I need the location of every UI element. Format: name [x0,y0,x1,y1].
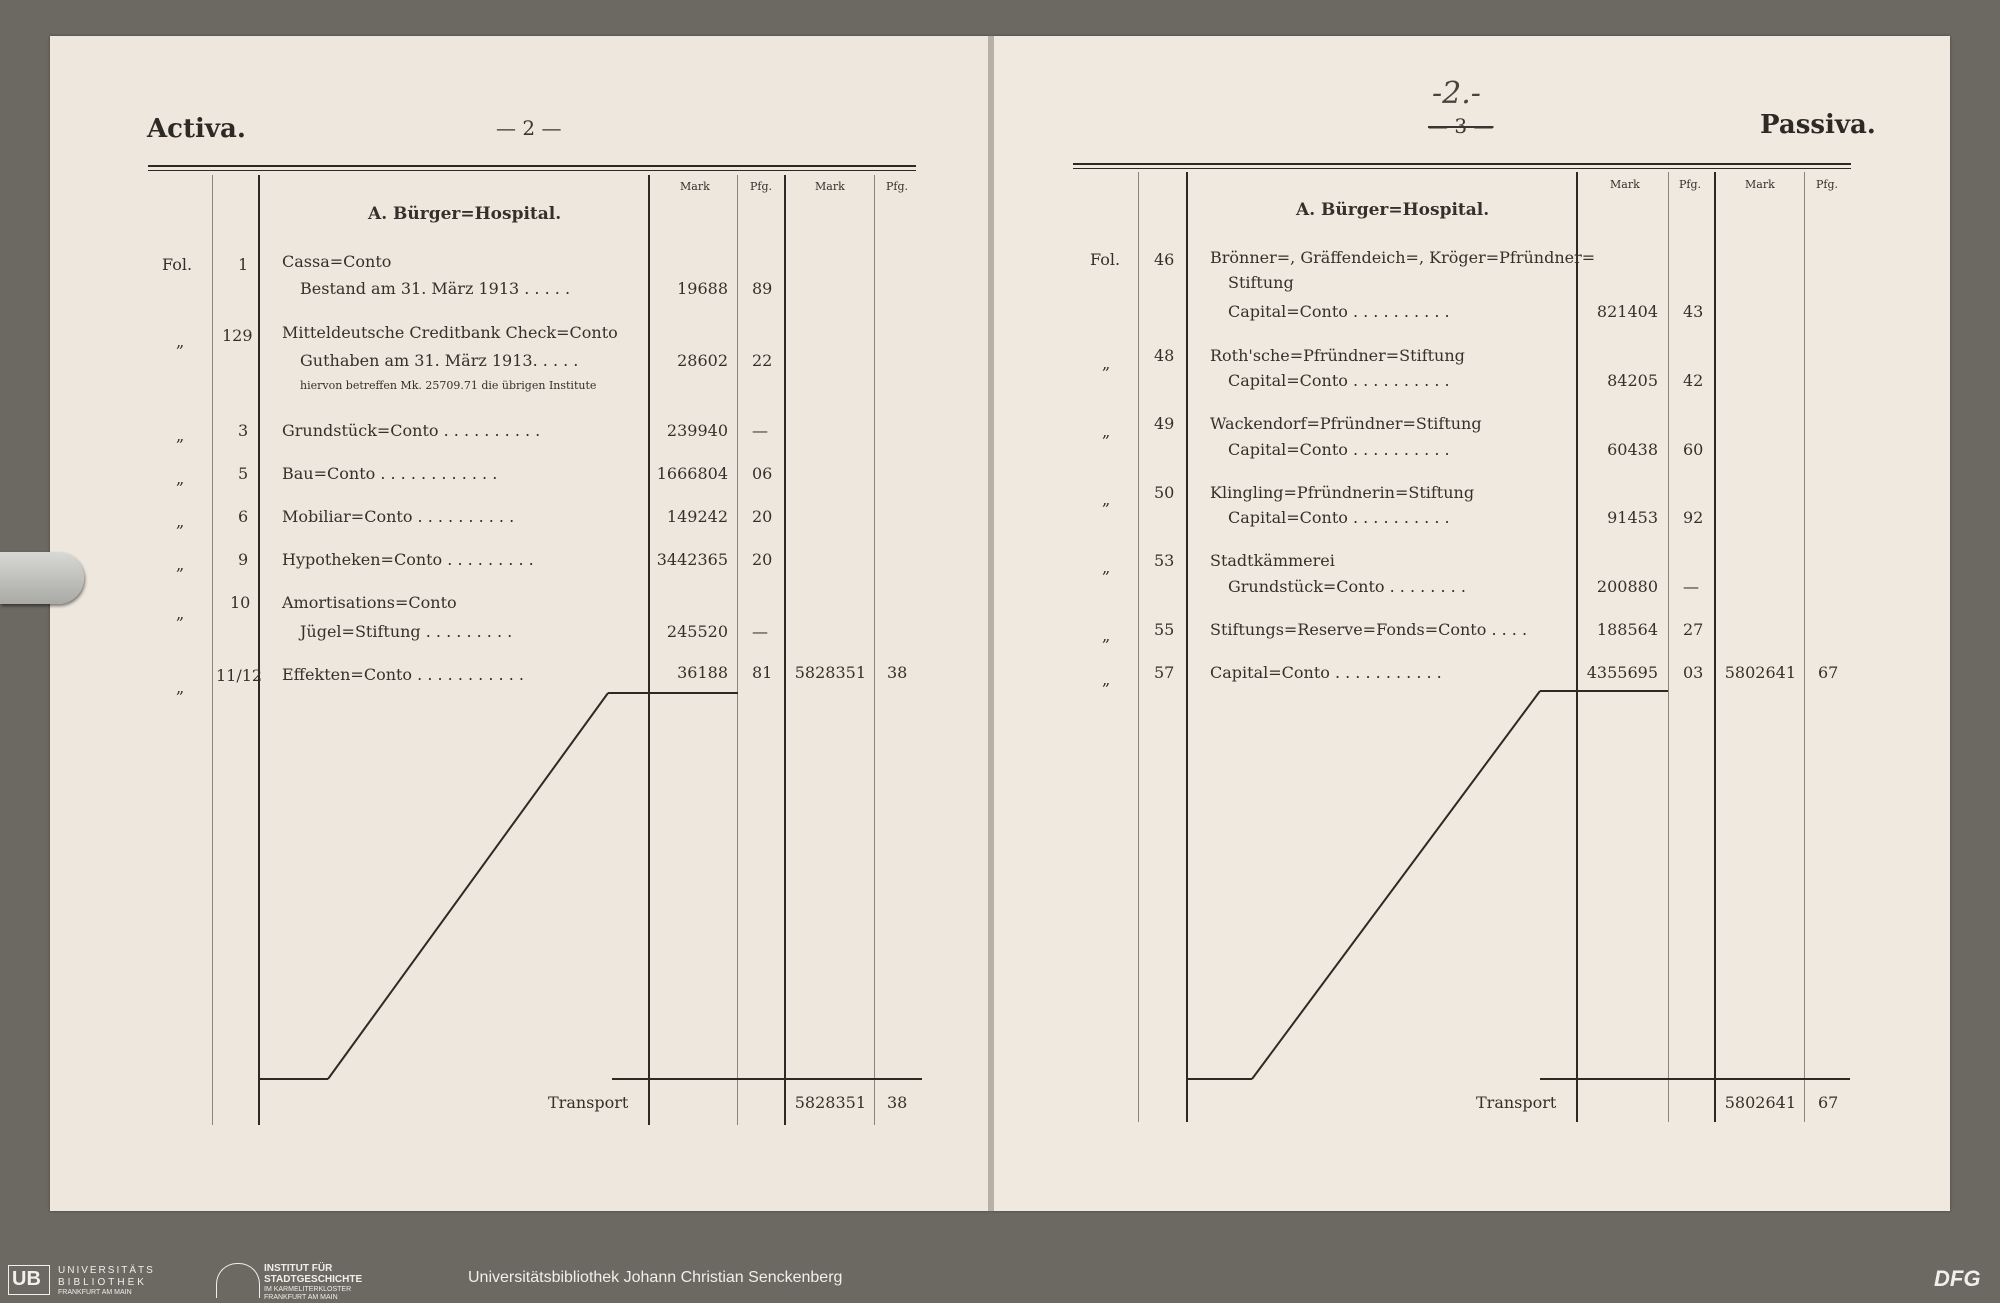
amount-pfg: 81 [752,663,773,682]
left-closing-diagonal [328,693,608,1079]
right-closing-diagonal [1252,691,1540,1079]
account-number: 53 [1154,551,1175,570]
amount-pfg: — [752,421,768,440]
account-name: Mitteldeutsche Creditbank Check=Conto [282,323,618,342]
account-detail: Jügel=Stiftung . . . . . . . . . [300,622,513,641]
amount-mark: 19688 [677,279,728,298]
col-header-pfg: Pfg. [750,180,773,193]
section-heading: A. Bürger=Hospital. [1296,200,1490,220]
transport-pfg: 67 [1818,1093,1839,1112]
account-number: 49 [1154,414,1175,433]
amount-pfg: 20 [752,550,773,569]
account-number: 50 [1154,483,1175,502]
amount-mark: 4355695 [1586,663,1658,682]
transport-label: Transport [548,1093,629,1112]
account-number: 11/12 [216,666,263,685]
account-name: Hypotheken=Conto . . . . . . . . . [282,550,534,569]
col-header-pfg: Pfg. [1816,178,1839,191]
account-number: 57 [1154,663,1175,682]
account-name: Effekten=Conto . . . . . . . . . . . [282,665,524,684]
amount-mark: 188564 [1596,620,1658,639]
ditto-mark: „ [1102,558,1111,577]
amount-pfg: 92 [1683,508,1704,527]
amount-pfg: 60 [1683,440,1704,459]
account-detail: Capital=Conto . . . . . . . . . . [1228,440,1450,459]
account-name: Brönner=, Gräffendeich=, Kröger=Pfründner= [1210,248,1596,267]
account-name-cont: Stiftung [1228,273,1294,292]
struck-page-number: — 3 — [1428,114,1494,138]
account-name: Capital=Conto . . . . . . . . . . . [1210,663,1442,682]
amount-pfg: 42 [1683,371,1704,390]
col-header-mark: Mark [1745,178,1775,191]
col-header-pfg: Pfg. [886,180,909,193]
amount-pfg: 89 [752,279,773,298]
ditto-mark: „ [1102,670,1111,689]
total-pfg: 38 [887,663,908,682]
amount-mark: 1666804 [656,464,728,483]
amount-mark: 821404 [1596,302,1658,321]
amount-mark: 91453 [1607,508,1658,527]
isg-text-line2: STADTGESCHICHTE [264,1274,363,1285]
account-name: Bau=Conto . . . . . . . . . . . . [282,464,498,483]
ditto-mark: „ [1102,626,1111,645]
account-name: Roth'sche=Pfründner=Stiftung [1210,346,1465,365]
account-name: Stadtkämmerei [1210,551,1335,570]
account-name: Amortisations=Conto [282,593,457,612]
account-name: Stiftungs=Reserve=Fonds=Conto . . . . [1210,620,1528,639]
amount-mark: 60438 [1607,440,1658,459]
amount-mark: 84205 [1607,371,1658,390]
account-number: 10 [230,593,251,612]
account-name: Mobiliar=Conto . . . . . . . . . . [282,507,515,526]
account-name: Klingling=Pfründnerin=Stiftung [1210,483,1475,502]
col-header-mark: Mark [815,180,845,193]
total-mark: 5828351 [794,663,866,682]
amount-pfg: 43 [1683,302,1704,321]
left-page-number: — 2 — [496,116,562,140]
account-number: 9 [238,550,249,569]
account-number: 3 [238,421,249,440]
account-number: 1 [238,255,249,274]
transport-pfg: 38 [887,1093,908,1112]
amount-mark: 36188 [677,663,728,682]
amount-pfg: 27 [1683,620,1704,639]
amount-pfg: 22 [752,351,773,370]
amount-pfg: 06 [752,464,773,483]
handwritten-page-number: -2.- [1432,76,1481,111]
ub-text-line2: BIBLIOTHEK [58,1277,147,1288]
activa-title: Activa. [147,114,246,144]
account-detail: Capital=Conto . . . . . . . . . . [1228,371,1450,390]
isg-text-line3: IM KARMELITERKLOSTER [264,1286,352,1293]
amount-mark: 245520 [666,622,728,641]
account-name: Grundstück=Conto . . . . . . . . . . [282,421,541,440]
account-note: hiervon betreffen Mk. 25709.71 die übrigen Institute [300,379,597,392]
account-number: 48 [1154,346,1175,365]
account-number: 129 [222,326,253,345]
amount-pfg: 03 [1683,663,1704,682]
transport-mark: 5802641 [1724,1093,1796,1112]
section-heading: A. Bürger=Hospital. [368,204,562,224]
ditto-mark: „ [176,469,185,488]
account-number: 55 [1154,620,1175,639]
ditto-mark: „ [1102,490,1111,509]
isg-text-line4: FRANKFURT AM MAIN [264,1294,338,1301]
ditto-mark: „ [176,426,185,445]
account-detail: Bestand am 31. März 1913 . . . . . [300,279,571,298]
ub-logo: UB [8,1265,50,1295]
ditto-mark: „ [176,332,185,351]
transport-mark: 5828351 [794,1093,866,1112]
folio-label: Fol. [162,255,193,274]
ditto-mark: „ [176,555,185,574]
transport-label: Transport [1476,1093,1557,1112]
isg-logo-icon [216,1263,260,1298]
amount-mark: 149242 [666,507,728,526]
amount-mark: 3442365 [656,550,728,569]
dfg-logo: DFG [1934,1266,1981,1291]
account-detail: Guthaben am 31. März 1913. . . . . [300,351,579,370]
isg-text-line1: INSTITUT FÜR [264,1263,333,1274]
amount-mark: 28602 [677,351,728,370]
footer-bar [0,1253,2000,1303]
account-detail: Grundstück=Conto . . . . . . . . [1228,577,1466,596]
ub-text-line1: UNIVERSITÄTS [58,1265,155,1276]
ditto-mark: „ [176,604,185,623]
account-number: 5 [238,464,249,483]
amount-pfg: — [752,622,768,641]
col-header-pfg: Pfg. [1679,178,1702,191]
ditto-mark: „ [1102,422,1111,441]
total-pfg: 67 [1818,663,1839,682]
ub-text-line3: FRANKFURT AM MAIN [58,1289,132,1296]
ditto-mark: „ [1102,354,1111,373]
account-detail: Capital=Conto . . . . . . . . . . [1228,508,1450,527]
amount-mark: 200880 [1596,577,1658,596]
amount-pfg: — [1683,577,1699,596]
amount-mark: 239940 [666,421,728,440]
account-detail: Capital=Conto . . . . . . . . . . [1228,302,1450,321]
library-name: Universitätsbibliothek Johann Christian Senckenberg [468,1269,843,1286]
col-header-mark: Mark [1610,178,1640,191]
ditto-mark: „ [176,512,185,531]
passiva-title: Passiva. [1760,110,1876,140]
folio-label: Fol. [1090,250,1121,269]
account-name: Cassa=Conto [282,252,392,271]
account-number: 46 [1154,250,1175,269]
total-mark: 5802641 [1724,663,1796,682]
account-name: Wackendorf=Pfründner=Stiftung [1210,414,1482,433]
amount-pfg: 20 [752,507,773,526]
col-header-mark: Mark [680,180,710,193]
account-number: 6 [238,507,249,526]
ditto-mark: „ [176,678,185,697]
